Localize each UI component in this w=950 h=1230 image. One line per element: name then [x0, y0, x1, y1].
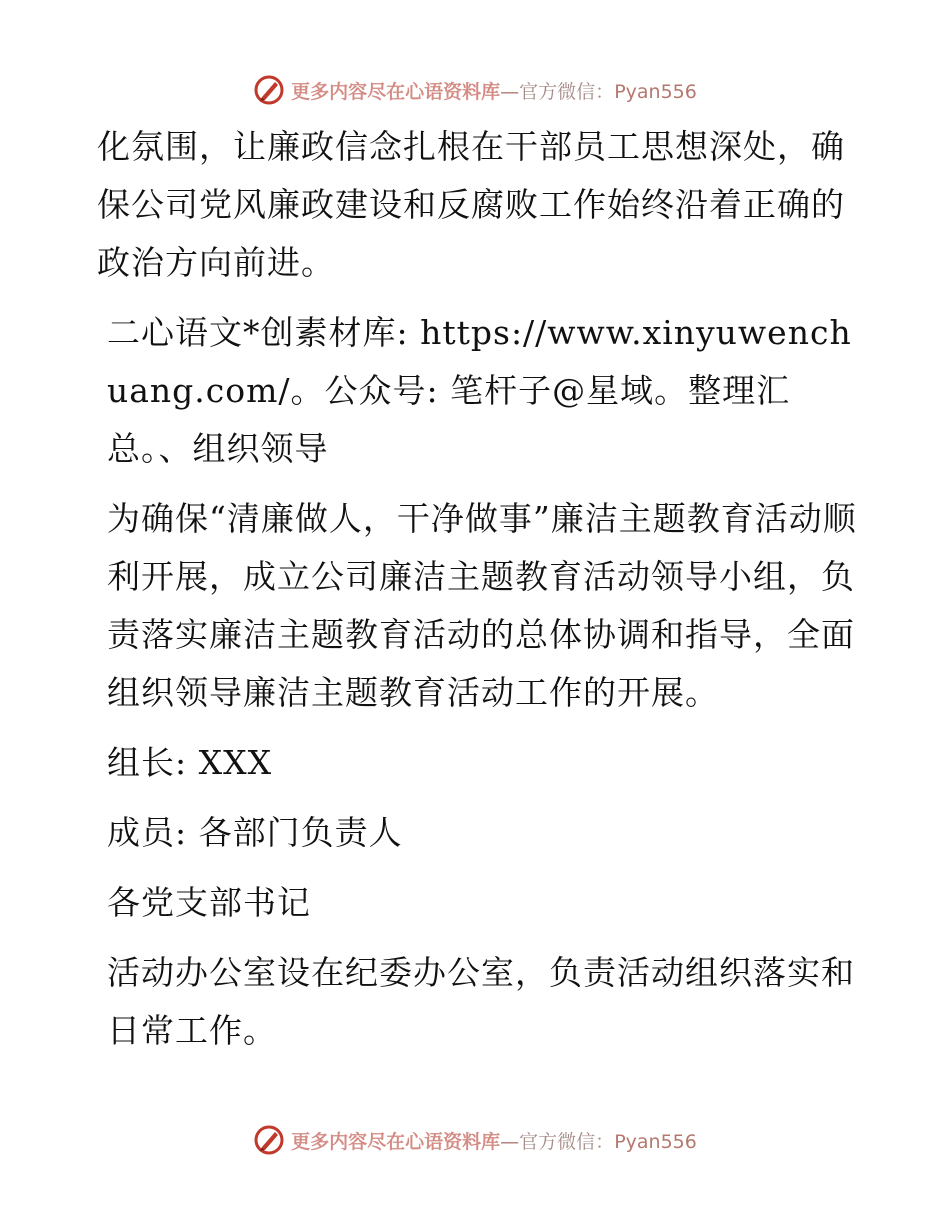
pen-logo-icon: [253, 1124, 285, 1156]
footer-wechat-id: Pyan556: [614, 1130, 697, 1153]
footer-separator: —: [500, 1130, 520, 1153]
header-separator: —: [500, 80, 520, 103]
header-brand: 更多内容尽在心语资料库: [291, 80, 501, 103]
paragraph-branch-secretaries: 各党支部书记: [107, 883, 311, 922]
header-wechat-label: 官方微信：: [519, 80, 615, 103]
document-body: [97, 118, 857, 1072]
paragraph-activity-office: 活动办公室设在纪委办公室，负责活动组织落实和日常工作。: [107, 953, 855, 1050]
paragraph-source-note: 二心语文*创素材库: https://www.xinyuwenchuang.com/。公众号: 笔杆子@星域。整理汇总。、组织领导: [107, 313, 852, 468]
paragraph-group-leader: 组长: XXX: [107, 743, 273, 782]
paragraph-leadership-group: 为确保“清廉做人，干净做事”廉洁主题教育活动顺利开展，成立公司廉洁主题教育活动领导小组，负责落实廉洁主题教育活动的总体协调和指导，全面组织领导廉洁主题教育活动工作的开展。: [107, 499, 857, 712]
paragraph-intro-continuation: 化氛围，让廉政信念扎根在干部员工思想深处，确保公司党风廉政建设和反腐败工作始终沿着正确的政治方向前进。: [97, 127, 845, 282]
header-watermark-banner: [0, 70, 950, 110]
footer-wechat-label: 官方微信：: [519, 1130, 615, 1153]
footer-brand: 更多内容尽在心语资料库: [291, 1130, 501, 1153]
footer-watermark-banner: [0, 1120, 950, 1160]
header-wechat-id: Pyan556: [614, 80, 697, 103]
pen-logo-icon: [253, 74, 285, 106]
header-banner-text: [291, 77, 697, 104]
footer-banner-text: [291, 1127, 697, 1154]
paragraph-members: 成员: 各部门负责人: [107, 813, 403, 852]
